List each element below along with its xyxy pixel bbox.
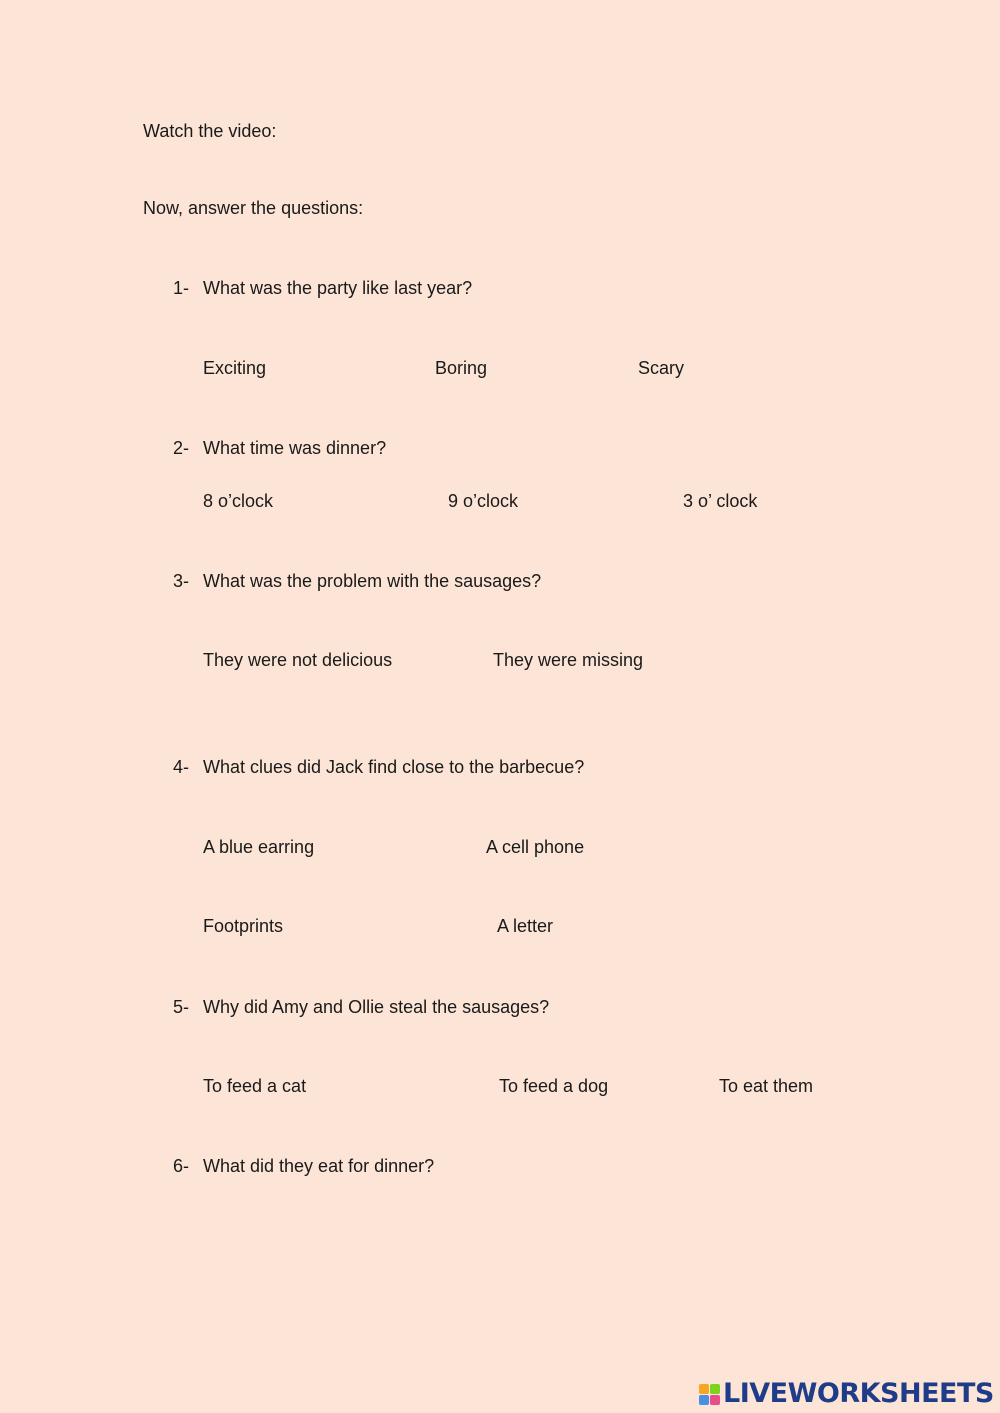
answer-option-3-oclock[interactable]: 3 o’ clock bbox=[683, 491, 758, 511]
answer-option-scary[interactable]: Scary bbox=[638, 358, 685, 378]
question-number: 1- bbox=[173, 278, 190, 298]
question-number: 5- bbox=[173, 997, 190, 1017]
answer-option-8-oclock[interactable]: 8 o’clock bbox=[203, 491, 274, 511]
answer-option-cell-phone[interactable]: A cell phone bbox=[486, 837, 585, 857]
logo-text: LIVEWORKSHEETS bbox=[723, 1378, 994, 1409]
answer-option-eat-them[interactable]: To eat them bbox=[719, 1076, 814, 1096]
answer-instruction: Now, answer the questions: bbox=[143, 198, 364, 218]
answer-option-boring[interactable]: Boring bbox=[435, 358, 488, 378]
answer-option-footprints[interactable]: Footprints bbox=[203, 916, 284, 936]
answer-option-feed-dog[interactable]: To feed a dog bbox=[499, 1076, 609, 1096]
question-text: What was the problem with the sausages? bbox=[203, 571, 542, 591]
question-text: What clues did Jack find close to the barbecue? bbox=[203, 757, 585, 777]
question-text: Why did Amy and Ollie steal the sausages? bbox=[203, 997, 550, 1017]
answer-option-not-delicious[interactable]: They were not delicious bbox=[203, 650, 393, 670]
logo-tile-green bbox=[710, 1384, 720, 1394]
question-text: What was the party like last year? bbox=[203, 278, 473, 298]
answer-option-9-oclock[interactable]: 9 o’clock bbox=[448, 491, 519, 511]
answer-option-feed-cat[interactable]: To feed a cat bbox=[203, 1076, 307, 1096]
question-number: 2- bbox=[173, 438, 190, 458]
logo-tile-blue bbox=[699, 1395, 709, 1405]
question-number: 3- bbox=[173, 571, 190, 591]
answer-option-blue-earring[interactable]: A blue earring bbox=[203, 837, 315, 857]
question-text: What time was dinner? bbox=[203, 438, 387, 458]
question-number: 6- bbox=[173, 1156, 190, 1176]
liveworksheets-logo bbox=[698, 1378, 994, 1410]
logo-tile-orange bbox=[699, 1384, 709, 1394]
liveworksheets-logo-icon bbox=[698, 1383, 720, 1405]
question-number: 4- bbox=[173, 757, 190, 777]
question-text: What did they eat for dinner? bbox=[203, 1156, 435, 1176]
answer-option-missing[interactable]: They were missing bbox=[493, 650, 644, 670]
logo-tile-pink bbox=[710, 1395, 720, 1405]
answer-option-exciting[interactable]: Exciting bbox=[203, 358, 267, 378]
watch-instruction: Watch the video: bbox=[143, 121, 277, 141]
answer-option-letter[interactable]: A letter bbox=[497, 916, 554, 936]
